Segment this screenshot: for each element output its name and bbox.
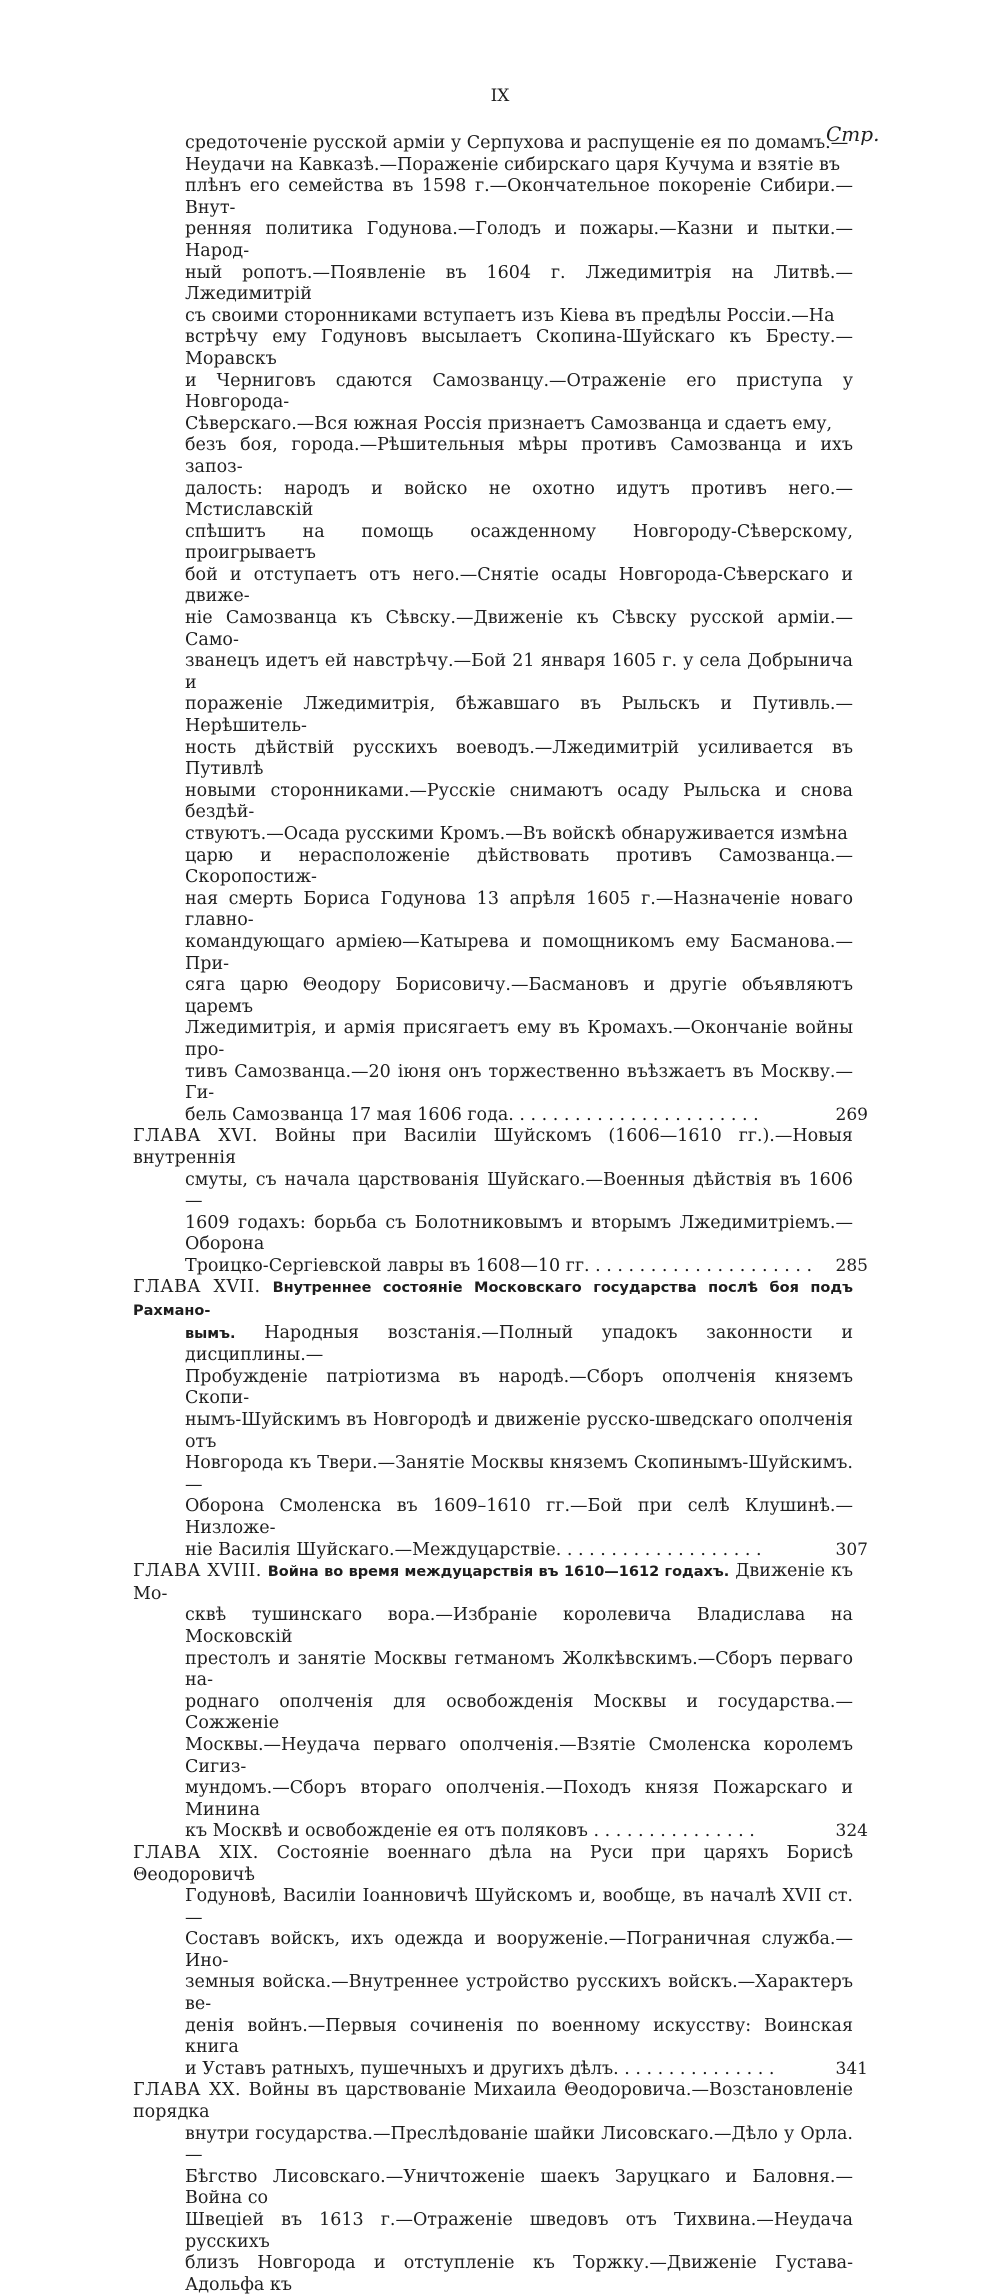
toc-line: денія войнъ.—Первыя сочиненія по военному искусству: Воинская книга	[185, 2015, 853, 2058]
toc-line-first	[133, 2080, 853, 2123]
toc-line: безъ боя, города.—Рѣшительныя мѣры противъ Самозванца и ихъ запоз-	[185, 435, 853, 477]
toc-line: Троицко-Сергіевской лавры въ 1608—10 гг. . . . . . . . . . . . . . . . . . . . .	[185, 1255, 813, 1276]
toc-entry-chapter-17	[133, 1277, 868, 1561]
toc-line-first	[133, 1561, 853, 1605]
page-number: IX	[490, 86, 510, 106]
toc-line: внутри государства.—Преслѣдованіе шайки Лисовскаго.—Дѣло у Орла.—	[185, 2123, 853, 2166]
table-of-contents	[133, 133, 868, 2296]
toc-line: роднаго ополченія для освобожденія Москвы и государства.—Сожженіе	[185, 1691, 853, 1734]
toc-line: Новгорода къ Твери.—Занятіе Москвы княземъ Скопинымъ-Шуйскимъ.—	[185, 1453, 853, 1495]
toc-entry-chapter-16	[133, 1126, 868, 1277]
toc-line: нымъ-Шуйскимъ въ Новгородѣ и движеніе русско-шведскаго ополченія отъ	[185, 1410, 853, 1452]
page-ref: 324	[835, 1821, 868, 1842]
page-ref: 285	[835, 1255, 868, 1276]
toc-line: ніе Василія Шуйскаго.—Междуцарствіе. . . . . . . . . . . . . . . . . . .	[185, 1539, 762, 1560]
chapter-label: ГЛАВА XIX.	[133, 1842, 259, 1863]
toc-line: Оборона Смоленска въ 1609–1610 гг.—Бой при селѣ Клушинѣ.—Низложе-	[185, 1496, 853, 1538]
toc-line: тивъ Самозванца.—20 іюня онъ торжественно въѣзжаетъ въ Москву.—Ги-	[185, 1061, 853, 1104]
toc-line: Лжедимитрія, и армія присягаетъ ему въ Кромахъ.—Окончаніе войны про-	[185, 1018, 853, 1060]
toc-line: ствуютъ.—Осада русскими Кромъ.—Въ войскѣ обнаруживается измѣна	[185, 824, 848, 844]
toc-line: плѣнъ его семейства въ 1598 г.—Окончательное покореніе Сибири.—Внут-	[185, 176, 853, 218]
toc-line: смуты, съ начала царствованія Шуйскаго.—Военныя дѣйствія въ 1606—	[185, 1169, 853, 1212]
toc-line: ренняя политика Годунова.—Голодъ и пожары.—Казни и пытки.—Народ-	[185, 219, 853, 261]
chapter-title-bold: Внутреннее состояніе Московскаго государства послѣ боя подъ Рахмано-	[133, 1280, 853, 1320]
toc-line: Войны въ царствованіе Михаила Θеодоровича.—Возстановленіе порядка	[133, 2080, 853, 2123]
toc-line: новыми сторонниками.—Русскіе снимаютъ осаду Рыльска и снова бездѣй-	[185, 780, 853, 823]
toc-line: Составъ войскъ, ихъ одежда и вооруженіе.—Пограничная служба.—Ино-	[185, 1929, 853, 1971]
chapter-label: ГЛАВА XVIII.	[133, 1561, 262, 1582]
chapter-title-bold: вымъ.	[185, 1325, 236, 1342]
toc-line: встрѣчу ему Годуновъ высылаетъ Скопина-Шуйскаго къ Бресту.—Моравскъ	[185, 327, 853, 369]
toc-line: Годуновѣ, Василіи Іоанновичѣ Шуйскомъ и, вообще, въ началѣ XVII ст.—	[185, 1886, 853, 1928]
toc-line-last	[185, 1104, 868, 1127]
toc-line: ніе Самозванца къ Сѣвску.—Движеніе къ Сѣвску русской арміи.—Само-	[185, 608, 853, 650]
toc-line: Швеціей въ 1613 г.—Отраженіе шведовъ отъ Тихвина.—Неудача русскихъ	[185, 2210, 853, 2252]
toc-line: ный ропотъ.—Появленіе въ 1604 г. Лжедимитрія на Литвѣ.—Лжедимитрій	[185, 262, 853, 305]
toc-line: къ Москвѣ и освобожденіе ея отъ поляковъ . . . . . . . . . . . . . . .	[185, 1821, 755, 1842]
toc-line: ность дѣйствій русскихъ воеводъ.—Лжедимитрій усиливается въ Путивлѣ	[185, 737, 853, 780]
page-ref: 269	[835, 1104, 868, 1125]
page-ref: 307	[835, 1539, 868, 1560]
toc-line: ная смерть Бориса Годунова 13 апрѣля 1605 г.—Назначеніе новаго главно-	[185, 888, 853, 931]
toc-line: званецъ идетъ ей навстрѣчу.—Бой 21 января 1605 г. у села Добрынича и	[185, 651, 853, 693]
toc-line: близъ Новгорода и отступленіе къ Торжку.—Движеніе Густава-Адольфа къ	[185, 2253, 853, 2295]
chapter-label: ГЛАВА XVII.	[133, 1277, 261, 1298]
toc-line: бой и отступаетъ отъ него.—Снятіе осады Новгорода-Сѣверскаго и движе-	[185, 564, 853, 607]
toc-line: Москвы.—Неудача перваго ополченія.—Взятіе Смоленска королемъ Сигиз-	[185, 1734, 853, 1777]
chapter-title-bold: Война во время междуцарствія въ 1610—1612 годахъ.	[267, 1564, 730, 1581]
toc-line: пораженіе Лжедимитрія, бѣжавшаго въ Рыльскъ и Путивль.—Нерѣшитель-	[185, 694, 853, 737]
toc-line: и Уставъ ратныхъ, пушечныхъ и другихъ дѣлъ. . . . . . . . . . . . . . .	[185, 2058, 775, 2079]
toc-line: командующаго арміею—Катырева и помощникомъ ему Басманова.—При-	[185, 931, 853, 974]
toc-line-last	[185, 1255, 868, 1278]
toc-line-last	[185, 2058, 868, 2081]
toc-line: бель Самозванца 17 мая 1606 года. . . . . . . . . . . . . . . . . . . . . . .	[185, 1104, 759, 1125]
toc-line: мундомъ.—Сборъ втораго ополченія.—Походъ князя Пожарскаго и Минина	[185, 1778, 853, 1820]
chapter-label: ГЛАВА XX.	[133, 2080, 242, 2101]
toc-line: Пробужденіе патріотизма въ народѣ.—Сборъ ополченія княземъ Скопи-	[185, 1366, 853, 1409]
toc-line: престолъ и занятіе Москвы гетманомъ Жолкѣвскимъ.—Сборъ перваго на-	[185, 1648, 853, 1691]
toc-line: сквѣ тушинскаго вора.—Избраніе королевича Владислава на Московскій	[185, 1605, 853, 1647]
toc-line: Сѣверскаго.—Вся южная Россія признаетъ Самозванца и сдаетъ ему,	[185, 413, 833, 434]
toc-line: Неудачи на Кавказѣ.—Пораженіе сибирскаго царя Кучума и взятіе въ	[185, 154, 840, 175]
page-column-label: Стр.	[826, 122, 880, 146]
toc-line: Народныя возстанія.—Полный упадокъ законности и дисциплины.—	[185, 1322, 853, 1366]
page-ref: 341	[835, 2058, 868, 2079]
toc-line-last	[185, 1539, 868, 1562]
toc-line: Бѣгство Лисовскаго.—Уничтоженіе шаекъ Заруцкаго и Баловня.—Война со	[185, 2166, 853, 2209]
toc-line: Движеніе къ Мо-	[133, 1561, 853, 1604]
toc-line-second	[185, 1323, 853, 1367]
toc-line: Состояніе военнаго дѣла на Руси при царяхъ Борисѣ Θеодоровичѣ	[133, 1842, 853, 1885]
toc-line-first	[133, 1126, 853, 1169]
toc-line: средоточеніе русской арміи у Серпухова и распущеніе ея по домамъ.—	[185, 133, 849, 153]
toc-line: съ своими сторонниками вступаетъ изъ Кіева въ предѣлы Россіи.—На	[185, 305, 835, 326]
toc-entry-continuation	[133, 133, 868, 1126]
toc-entry-chapter-19	[133, 1842, 868, 2081]
toc-line-first	[133, 1843, 853, 1886]
toc-line: спѣшитъ на помощь осажденному Новгороду-Сѣверскому, проигрываетъ	[185, 521, 853, 564]
toc-line: 1609 годахъ: борьба съ Болотниковымъ и вторымъ Лжедимитріемъ.—Оборона	[185, 1212, 853, 1255]
toc-line-last	[185, 1821, 868, 1843]
toc-line: земныя войска.—Внутреннее устройство русскихъ войскъ.—Характеръ ве-	[185, 1972, 853, 2015]
toc-line: сяга царю Θеодору Борисовичу.—Басмановъ и другіе объявляютъ царемъ	[185, 975, 853, 1017]
toc-line: далость: народъ и войско не охотно идутъ противъ него.—Мстиславскій	[185, 478, 853, 521]
toc-entry-chapter-20	[133, 2080, 853, 2296]
toc-line-first	[133, 1277, 853, 1322]
chapter-label: ГЛАВА XVI.	[133, 1126, 258, 1147]
toc-line: и Черниговъ сдаются Самозванцу.—Отраженіе его приступа у Новгорода-	[185, 370, 853, 413]
toc-line: Войны при Василіи Шуйскомъ (1606—1610 гг.).—Новыя внутреннія	[133, 1126, 853, 1168]
toc-line: царю и нерасположеніе дѣйствовать противъ Самозванца.—Скоропостиж-	[185, 845, 853, 888]
toc-entry-chapter-18	[133, 1561, 868, 1843]
